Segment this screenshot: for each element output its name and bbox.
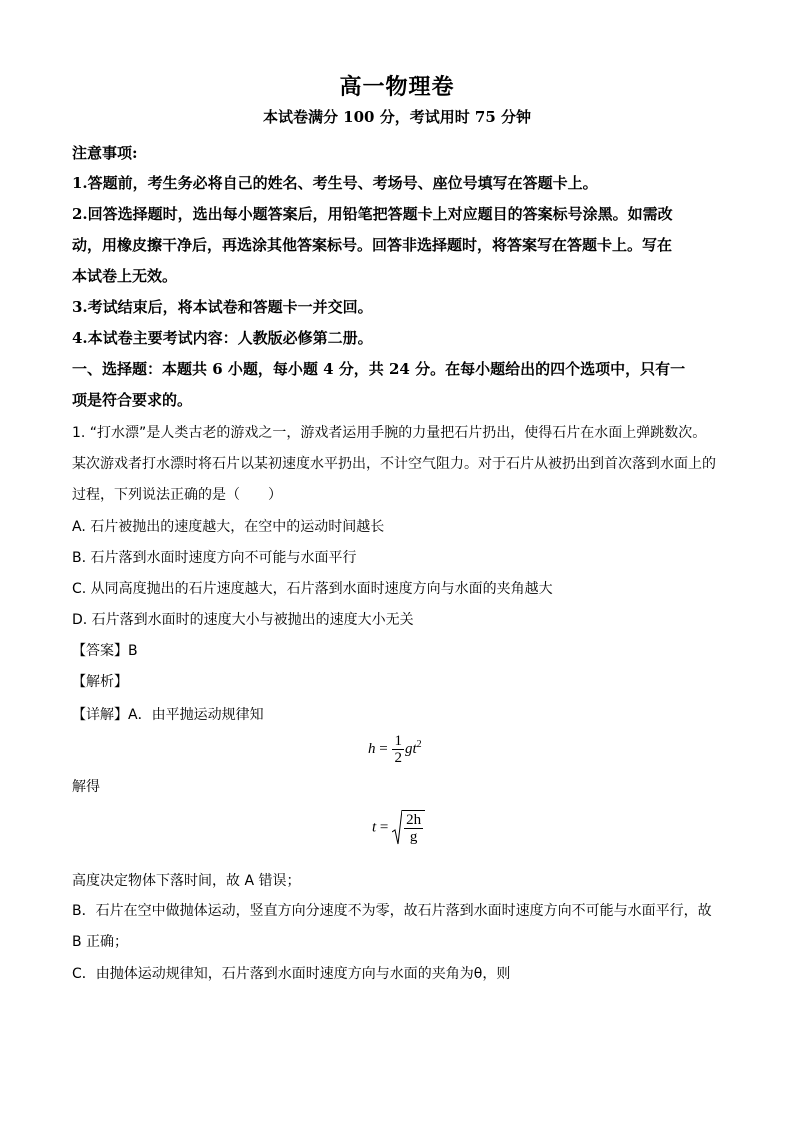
formula-equals: = <box>375 740 392 757</box>
formula-fraction <box>392 733 404 766</box>
explanation-a: 高度决定物体下落时间，故 A 错误； <box>72 873 301 889</box>
option-b: B. 石片落到水面时速度方向不可能与水面平行 <box>72 550 357 566</box>
notice-item-2-cont: 动，用橡皮擦干净后，再选涂其他答案标号。回答非选择题时，将答案写在答题卡上。写在 <box>72 236 673 254</box>
page-title: 高一物理卷 <box>339 74 455 100</box>
sqrt-symbol <box>392 810 425 846</box>
solve-label: 解得 <box>72 779 100 795</box>
formula-exponent: 2 <box>416 738 422 750</box>
notice-heading: 注意事项: <box>72 144 138 162</box>
exam-info: 本试卷满分 100 分，考试用时 75 分钟 <box>262 108 532 126</box>
option-a: A. 石片被抛出的速度越大，在空中的运动时间越长 <box>72 519 385 535</box>
fraction-numerator: 2h <box>406 812 422 828</box>
answer-label: 【答案】B <box>72 643 138 659</box>
notice-item-2-end: 本试卷上无效。 <box>72 267 178 285</box>
detail-label: 【详解】A．由平抛运动规律知 <box>72 707 264 723</box>
notice-item-4: 4.本试卷主要考试内容：人教版必修第二册。 <box>72 329 373 347</box>
formula-lhs: t <box>372 819 377 836</box>
notice-item-3: 3.考试结束后，将本试卷和答题卡一并交回。 <box>72 298 373 316</box>
fraction-denominator: g <box>409 829 418 845</box>
question-stem-line-3: 过程，下列说法正确的是（ ） <box>72 487 282 503</box>
formula-lhs: h <box>368 740 376 757</box>
notice-item-2: 2.回答选择题时，选出每小题答案后，用铅笔把答题卡上对应题目的答案标号涂黑。如需改 <box>72 205 673 223</box>
analysis-label: 【解析】 <box>72 674 128 690</box>
formula-equals: = <box>376 819 393 836</box>
radical-sign-icon <box>392 810 402 846</box>
notice-item-1: 1.答题前，考生务必将自己的姓名、考生号、考场号、座位号填写在答题卡上。 <box>72 174 598 192</box>
question-stem-line-2: 某次游戏者打水漂时将石片以某初速度水平扔出，不计空气阻力。对于石片从被扔出到首次落到水面上的 <box>72 456 716 472</box>
option-c: C. 从同高度抛出的石片速度越大，石片落到水面时速度方向与水面的夹角越大 <box>72 581 553 597</box>
formula-fall-time <box>372 810 425 846</box>
section-heading-cont: 项是符合要求的。 <box>72 391 193 409</box>
formula-fraction <box>404 812 423 845</box>
section-heading: 一、选择题：本题共 6 小题，每小题 4 分，共 24 分。在每小题给出的四个选项中，只有一 <box>72 360 686 378</box>
formula-rhs: gt <box>404 740 417 757</box>
explanation-b-cont: B 正确； <box>72 934 129 950</box>
explanation-c: C．由抛体运动规律知，石片落到水面时速度方向与水面的夹角为θ，则 <box>72 966 511 982</box>
fraction-denominator: 2 <box>394 750 402 766</box>
fraction-numerator: 1 <box>394 733 402 749</box>
explanation-b: B．石片在空中做抛体运动，竖直方向分速度不为零，故石片落到水面时速度方向不可能与水面平行，故 <box>72 903 712 919</box>
question-stem-line-1: 1. “打水漂”是人类古老的游戏之一，游戏者运用手腕的力量把石片扔出，使得石片在水面上弹跳数次。 <box>72 425 707 441</box>
formula-fall-height <box>368 733 422 766</box>
radicand <box>402 810 425 846</box>
option-d: D. 石片落到水面时的速度大小与被抛出的速度大小无关 <box>72 612 414 628</box>
